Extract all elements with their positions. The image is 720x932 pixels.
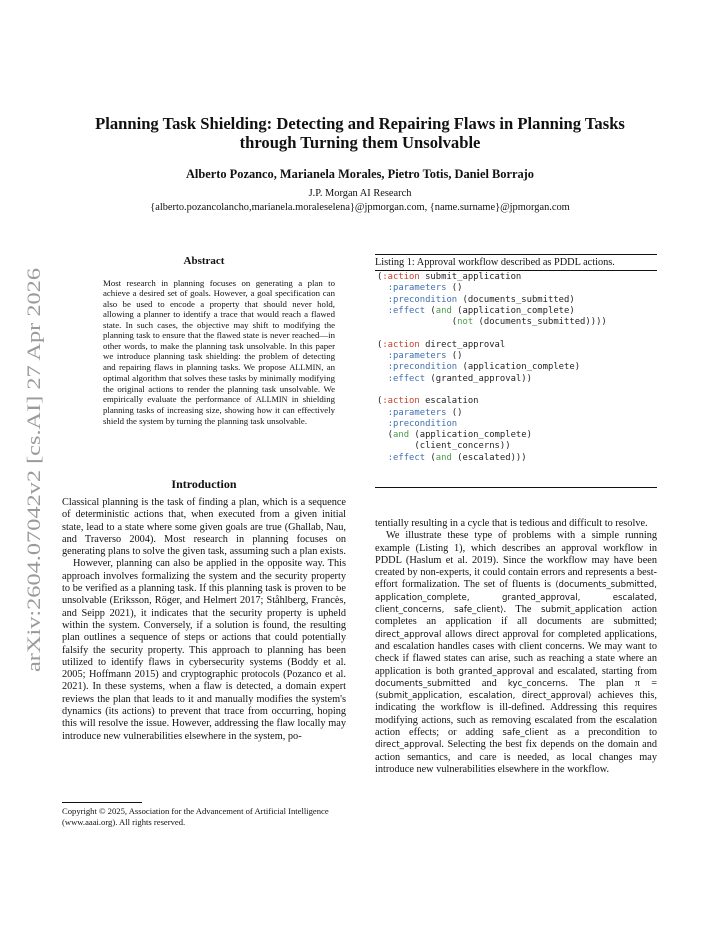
code-line: (client_concerns)) — [377, 441, 511, 452]
arxiv-stamp — [10, 262, 54, 682]
authors: Alberto Pozanco, Marianela Morales, Pietro Totis, Daniel Borrajo — [185, 167, 535, 181]
code-line: :effect (and (escalated))) — [387, 452, 527, 463]
code-line: (:action submit_application — [377, 272, 522, 282]
code-line — [377, 385, 659, 396]
code-line: :precondition — [387, 418, 458, 429]
right-column-body — [375, 518, 657, 776]
abstract-body — [103, 278, 335, 426]
introduction-body — [62, 497, 346, 743]
right-paragraph-2: We illustrate these type of problems with a simple running example (Listing 1), which describes an approval workflow in PDDL (Haslum et al. 2019). Since the workflow may have been created by non-experts, it could contain errors and represents a best-effort formalization. The set of fluents is ⟨documents_submitted, application_complete, granted_approval, escalated, client_concerns, safe_client⟩. The submit_application action completes an application if all documents are submitted; direct_approval allows direct approval for completed applications, and escalation handles cases with client concerns. We may want to check if flawed states can arise, such as reaching a state where an application is both granted_approval and escalated, starting from documents_submitted and kyc_concerns. The plan π = ⟨submit_application, escalation, direct_approval⟩ achieves this, indicating the workflow is ill-defined. Addressing this requires modifying actions, such as removing escalated from the escalation action effects; or adding safe_client as a precondition to direct_approval. Selecting the best fix depends on the domain and action semantics, and care is needed, as local changes may introduce new vulnerabilities elsewhere in the workflow. — [375, 530, 658, 775]
code-line: (:action direct_approval — [377, 339, 506, 350]
intro-paragraph-2: However, planning can also be applied in the opposite way. This approach involves formalizing the system and the security property to be verified as a planning task. If this planning task is proven to be unsolvable (Eriksson, Röger, and Helmert 2017; Ståhlberg, Francès, and Seipp 2021), it indicates that the security property is upheld within the system. Conversely, if a solution is found, the resulting plan outlines a sequence of steps or actions that could potentially falsify the security property. This approach to planning has been utilized to identify flaws in cybersecurity systems (Boddy et al. 2005; Hoffmann 2015) and cryptographic protocols (Pozanco et al. 2021). In these systems, when a flaw is detected, a domain expert reviews the plan that leads to it and manually modifies the system's dynamics (its actions) to prevent that trace from occurring, hoping this will resolve the issue. However, addressing the flaw locally may introduce new vulnerabilities elsewhere in the system, po- — [62, 558, 346, 742]
code-line: :effect (and (application_complete) — [387, 305, 575, 316]
title-line-1: Planning Task Shielding: Detecting and Repairing Flaws in Planning Tasks — [95, 114, 625, 133]
listing-rule-top — [375, 254, 657, 255]
code-line: (and (application_complete) — [377, 430, 532, 441]
intro-paragraph-1: Classical planning is the task of finding a plan, which is a sequence of deterministic actions that, when executed from a given initial state, lead to a state where some given goals are true (Ghallab, Nau, and Traverso 2004). Most research in planning focuses on generating plans to solve the given task, assuming such a plan exists. — [62, 497, 346, 558]
code-line: :effect (granted_approval)) — [387, 373, 532, 384]
copyright-footnote: Copyright © 2025, Association for the Advancement of Artificial Intelligence (www.aaai.org). All rights reserved. — [62, 806, 329, 827]
abstract-heading: Abstract — [183, 255, 225, 267]
code-line: :parameters () — [387, 407, 463, 418]
code-line: (:action escalation — [377, 396, 479, 407]
code-line: :parameters () — [387, 283, 463, 294]
introduction-heading: Introduction — [171, 477, 237, 491]
allmin-name: ALLMIN — [255, 394, 288, 404]
code-line — [377, 328, 659, 339]
listing-rule-mid — [375, 270, 657, 271]
right-paragraph-1: tentially resulting in a cycle that is tedious and difficult to resolve. — [375, 518, 648, 529]
paper-title — [80, 114, 640, 152]
title-line-2: through Turning them Unsolvable — [239, 133, 481, 152]
code-line: :precondition (documents_submitted) — [387, 294, 575, 305]
allmin-name: ALLMIN — [289, 362, 322, 372]
abstract-text: Most research in planning focuses on generating a plan to achieve a desired set of goals. However, a goal specification can also be used to encode a property that should never hold, allowing a planner to identify a trace that would reach a flawed state. In such cases, the objective may shift to modifying the planning task to ensure that the flawed state is never reached—in other words, to make the planning task unsolvable. In this paper we introduce planning task shielding: the problem of detecting and repairing flaws in planning tasks. We propose ALLMIN, an optimal algorithm that solves these tasks by minimally modifying the original actions to render the planning task unsolvable. We empirically evaluate the performance of ALLMIN in shielding planning tasks of increasing size, showing how it can effectively shield the system by turning the planning task unsolvable. — [103, 278, 336, 426]
listing-caption: Listing 1: Approval workflow described as PDDL actions. — [375, 257, 615, 268]
code-line: (not (documents_submitted)))) — [377, 317, 607, 328]
listing-rule-bottom — [375, 487, 657, 488]
arxiv-stamp-text: arXiv:2604.07042v2 [cs.AI] 27 Apr 2026 — [24, 353, 45, 672]
footnote-rule — [62, 802, 142, 803]
affiliation: J.P. Morgan AI Research — [308, 188, 412, 199]
code-line: :parameters () — [387, 351, 463, 362]
pddl-code-listing — [377, 272, 659, 464]
code-line: :precondition (application_complete) — [387, 362, 581, 373]
email-line: {alberto.pozancolancho,marianela.moraleselena}@jpmorgan.com, {name.surname}@jpmorgan.com — [150, 202, 570, 213]
